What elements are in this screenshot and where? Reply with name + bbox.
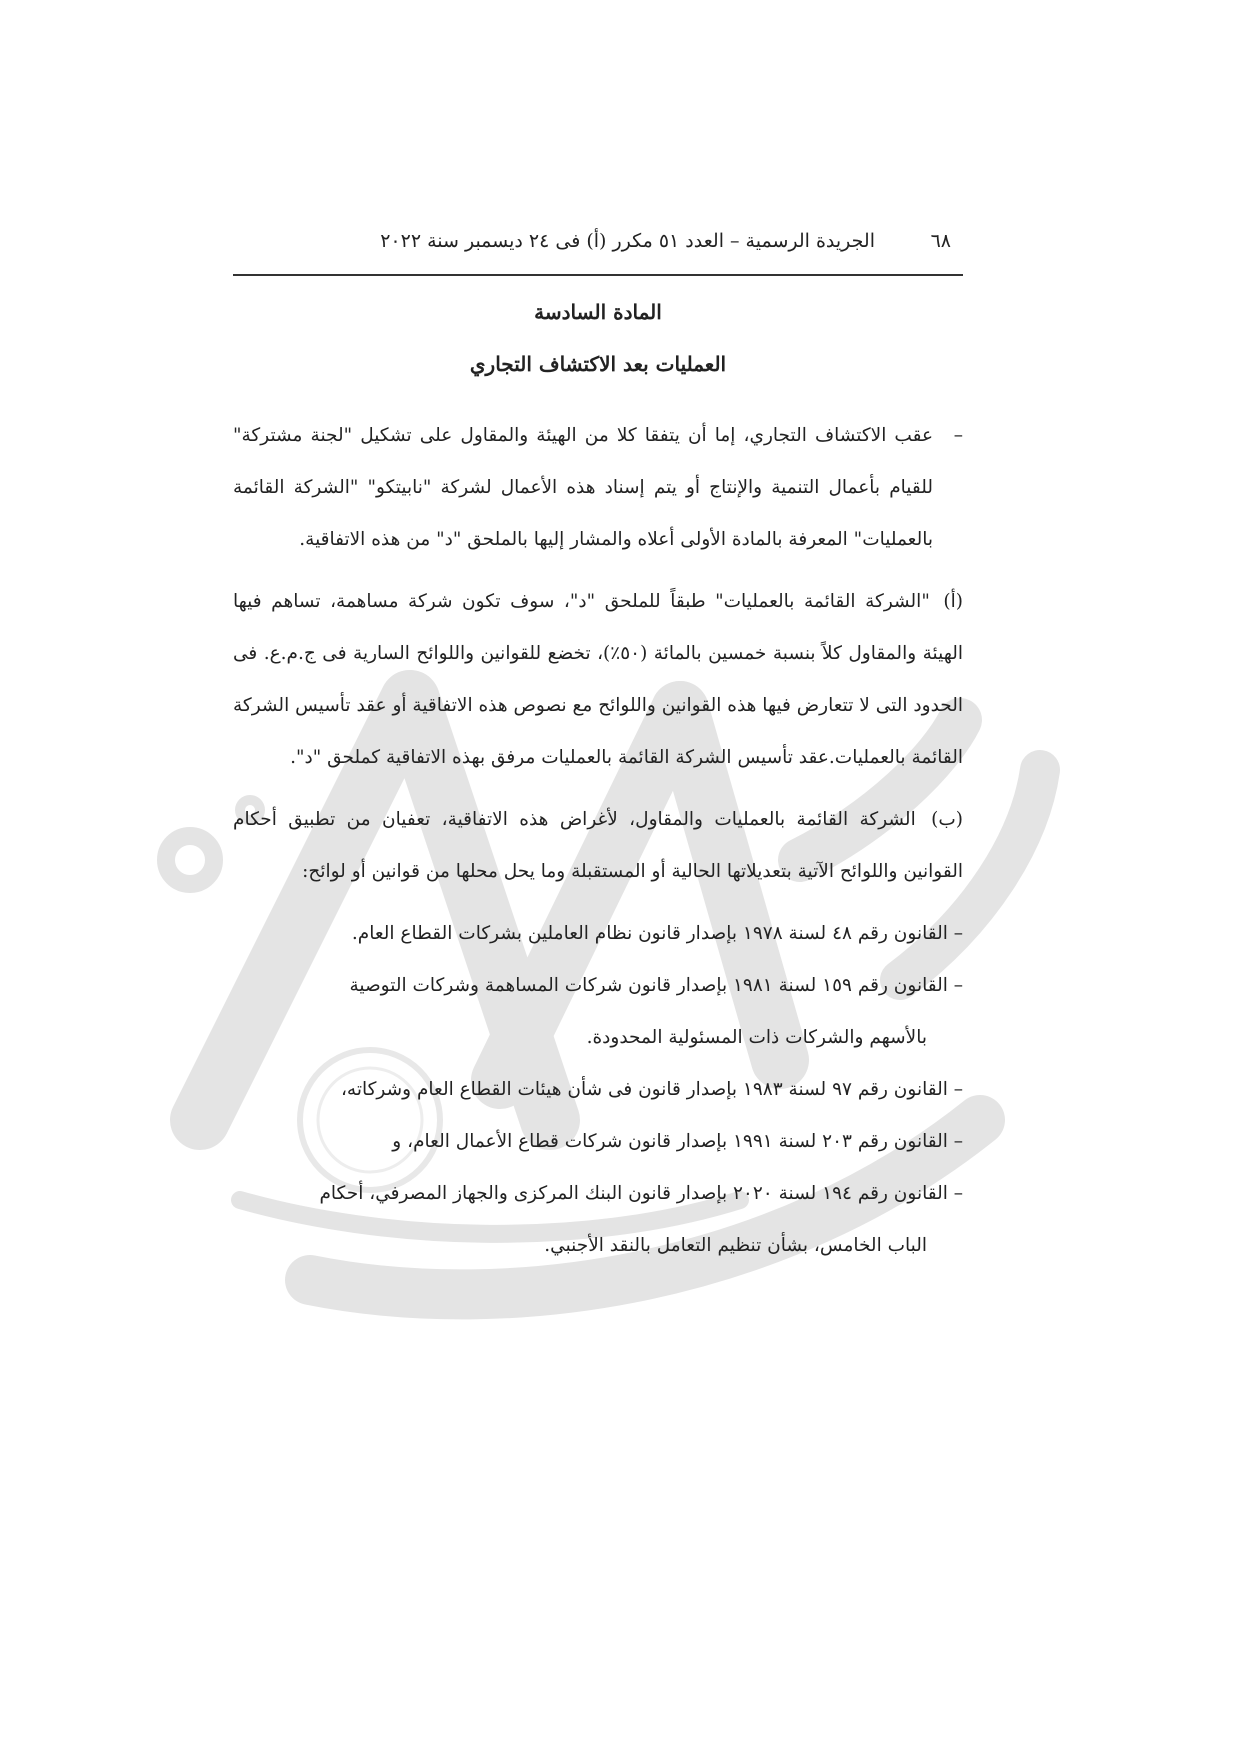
paragraph-b-marker: (ب)	[931, 809, 963, 830]
article-body	[233, 410, 963, 1272]
list-item	[233, 1168, 963, 1272]
article-subtitle: العمليات بعد الاكتشاف التجاري	[469, 352, 727, 376]
list-item	[233, 1064, 963, 1116]
paragraph-b	[233, 794, 963, 898]
paragraph-a-text: "الشركة القائمة بالعمليات" طبقاً للملحق "د"، سوف تكون شركة مساهمة، تساهم فيها الهيئة والمقاول كلاً بنسبة خمسين بالمائة (٥٠٪)، تخضع للقوانين واللوائح السارية فى ج.م.ع. فى الحدود التى لا تتعارض فيها هذه القوانين واللوائح مع نصوص هذه الاتفاقية أو عقد تأسيس الشركة القائمة بالعمليات.عقد تأسيس الشركة القائمة بالعمليات مرفق بهذه الاتفاقية كملحق "د".	[233, 591, 964, 768]
paragraph-b-text: الشركة القائمة بالعمليات والمقاول، لأغراض هذه الاتفاقية، تعفيان من تطبيق أحكام القوانين واللوائح الآتية بتعديلاتها الحالية أو المستقبلة وما يحل محلها من قوانين أو لوائح:	[233, 809, 963, 882]
intro-dash: –	[953, 425, 963, 446]
page-header	[233, 226, 963, 276]
law-line: – القانون رقم ٤٨ لسنة ١٩٧٨ بإصدار قانون نظام العاملين بشركات القطاع العام.	[351, 923, 963, 944]
law-line: – القانون رقم ٢٠٣ لسنة ١٩٩١ بإصدار قانون شركات قطاع الأعمال العام، و	[392, 1131, 963, 1152]
intro-paragraph	[233, 410, 963, 566]
intro-text: عقب الاكتشاف التجاري، إما أن يتفقا كلا من الهيئة والمقاول على تشكيل "لجنة مشتركة" للقيام بأعمال التنمية والإنتاج أو يتم إسناد هذه الأعمال لشركة "نابيتكو" "الشركة القائمة بالعمليات" المعرفة بالمادة الأولى أعلاه والمشار إليها بالملحق "د" من هذه الاتفاقية.	[233, 425, 933, 550]
gazette-header-title: الجريدة الرسمية – العدد ٥١ مكرر (أ) فى ٢٤ ديسمبر سنة ٢٠٢٢	[380, 230, 875, 252]
list-item	[233, 1116, 963, 1168]
law-line: – القانون رقم ٩٧ لسنة ١٩٨٣ بإصدار قانون فى شأن هيئات القطاع العام وشركاته،	[340, 1079, 963, 1100]
article-title: المادة السادسة	[534, 300, 662, 324]
law-line: – القانون رقم ١٩٤ لسنة ٢٠٢٠ بإصدار قانون البنك المركزى والجهاز المصرفي، أحكام	[319, 1183, 963, 1204]
law-line: – القانون رقم ١٥٩ لسنة ١٩٨١ بإصدار قانون شركات المساهمة وشركات التوصية	[349, 975, 963, 996]
list-item	[233, 960, 963, 1064]
list-item	[233, 908, 963, 960]
law-line-continued: الباب الخامس، بشأن تنظيم التعامل بالنقد الأجنبي.	[544, 1235, 927, 1256]
page-number: ٦٨	[930, 230, 951, 252]
exempted-laws-list	[233, 908, 963, 1272]
paragraph-a	[233, 576, 963, 784]
paragraph-a-marker: (أ)	[943, 591, 963, 612]
law-line-continued: بالأسهم والشركات ذات المسئولية المحدودة.	[586, 1027, 927, 1048]
